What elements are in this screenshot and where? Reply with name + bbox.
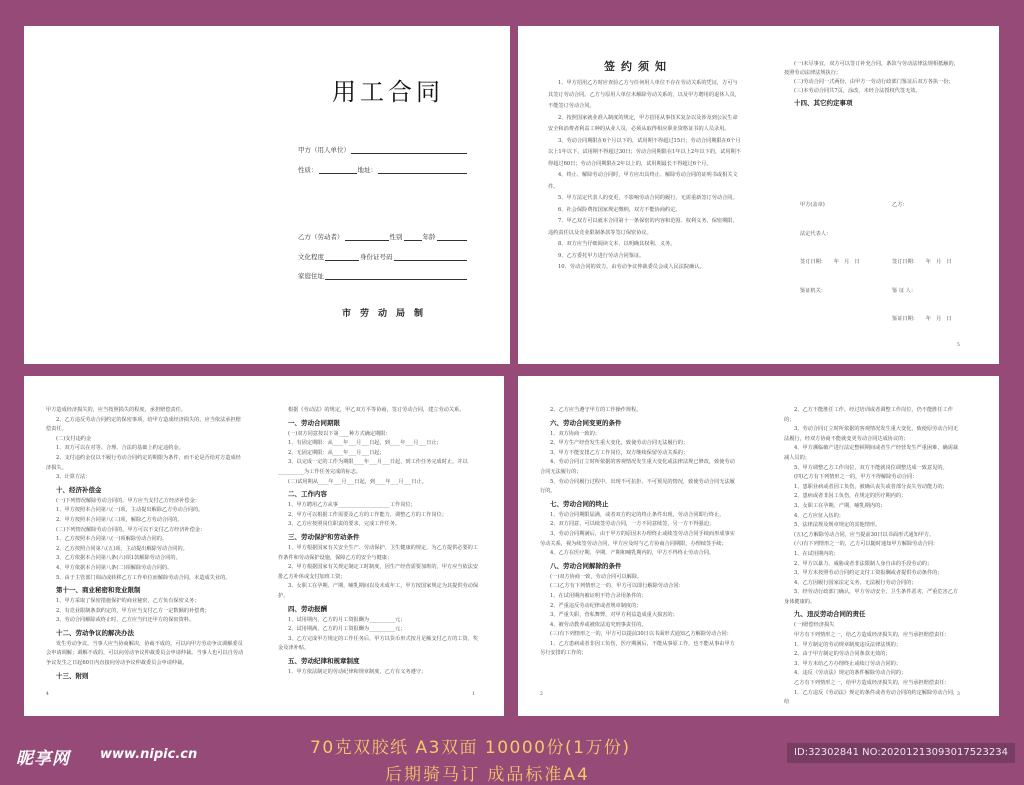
gender-label: 性别 [389, 233, 403, 241]
contract-page-3 [758, 376, 999, 716]
page-body [540, 406, 740, 659]
body-line: 3、乙方应按照岗位职责的要求，完成工作任务。 [288, 521, 401, 528]
body-line: 1、双方协商一致的； [550, 430, 600, 437]
body-line: 1、甲方按照本合同第八(一)项，主动提出解除乙方劳动合同的。 [56, 507, 204, 514]
body-line: 5、甲方调整乙方工作岗位，双方不能就岗位调整达成一致意见的。 [794, 464, 948, 471]
body-line: 5、由于主管部门调动或转移乙方工作单位而解除劳动合同，未造成失业的。 [56, 574, 231, 581]
body-line: 2、甲方生产经营发生重大变化，致使劳动合同无法履行的； [550, 440, 689, 447]
body-line: (二)支付违约金 [56, 435, 92, 442]
gender-blank [404, 233, 422, 241]
clause: (一)未尽事宜，双方可以签订补充合同，条款与劳动法律法规相抵触的，按照劳动法律法规执行； [784, 61, 959, 76]
notice-paragraph: 1、甲方招用乙方时应查验乙方与任何用人单位不存在劳动关系的凭证，方可与其签订劳动合同。乙方与原用人单位未解除劳动关系的，以及甲方聘用的退休人员，不能签订劳动合同。 [548, 80, 740, 109]
body-line: 2、甲方可以根据工作需要及乙方的工作能力，调整乙方的工作岗位； [288, 511, 447, 518]
party-a-seal-label: 甲方(盖章) [800, 202, 825, 208]
clause: (三)本劳动合同共7页，涂改、未经合法授权代签无效。 [794, 88, 921, 94]
body-line: 1、乙方按照本合同第八(一)项解除劳动合同的。 [56, 536, 168, 543]
body-line: 1、在试用期内被证明不符合录用条件的； [550, 592, 647, 599]
address-blank [378, 166, 467, 174]
body-line: 2、乙方违反劳动合同约定的保密事项，给甲方造成经济损失的，应当依法承担赔偿责任。 [46, 416, 241, 433]
section-heading: 九、违反劳动合同的责任 [794, 610, 866, 619]
contract-page-2 [518, 376, 758, 716]
body-line: 3、乙方完成甲方规定的工作任务后，甲方以货币形式按月足额支付乙方的工资、奖金及津补贴。 [278, 635, 479, 652]
body-line: 1、双方可以在对等、合理、合法的基础上约定违约金。 [56, 445, 184, 452]
section-heading: 五、劳动纪律和规章制度 [288, 656, 360, 665]
education-label: 文化程度 [298, 253, 324, 261]
page-number: 1 [472, 692, 475, 697]
print-spec-line-1: 70克双胶纸 A3双面 10000份(1万份) [310, 738, 631, 758]
notice-paragraph: 4、终止、解除劳动合同时，甲方应出具终止、解除劳动合同的证明书或相关文件。 [548, 172, 738, 190]
body-line: 5、劳动合同履行过程中，出现不可抗拒、不可预见的情况，致使劳动合同无法履行的。 [540, 478, 735, 495]
body-line: 4、乙方因履行国家法定义务，无法履行劳动合同的； [794, 579, 917, 586]
home-address-blank [325, 272, 467, 280]
body-line: 2、由于甲方制定的劳动合同条款无效的； [794, 651, 891, 658]
section-heading: 第十一、商业秘密和竞业限制 [56, 586, 141, 595]
nature-blank [319, 166, 357, 174]
address-label: 地址： [357, 166, 377, 174]
body-line: 2、乙方按照合同第八(五)项，主动提出解除劳动合同的。 [56, 545, 188, 552]
legal-rep-label: 法定代表人： [800, 231, 832, 237]
body-line: (一)赔偿经济损失 [794, 622, 835, 629]
site-url[interactable]: www.nipic.cn [100, 747, 198, 762]
body-line: (一)双方协商一致，劳动合同可以解除。 [550, 573, 643, 580]
body-line: (五)乙方解除劳动合同，应当提前30日以书面形式通知甲方。 [794, 531, 935, 538]
home-address-label: 家庭住址 [298, 272, 324, 280]
body-line: 1、患职业病或者因工负伤，被确认丧失或者部分丧失劳动能力的； [794, 483, 948, 490]
section-heading: 十三、附则 [56, 671, 89, 680]
body-line: 2、甲方以暴力、威胁或者非法限制人身自由的手段劳动的； [794, 560, 933, 567]
body-line: 2、有竞业限制条款约定的，甲方应当支付乙方一定数额的补偿费； [56, 607, 210, 614]
body-line: (一)下列情况解除劳动合同的，甲方应当支付乙方经济补偿金： [56, 497, 201, 504]
signature-block [758, 26, 999, 364]
body-line: 4、劳动合同订立时所依据的客观情况发生重大变化或法律法规已修改，致使劳动合同无法履行的； [540, 459, 735, 475]
body-line: (二)下列情况解除劳动合同的，甲方可以不支付乙方经济补偿金： [56, 526, 206, 533]
body-line: 3、女职工在孕期、产期、哺乳期间以及未成年工，甲方按国家规定为其提供劳动保护。 [278, 583, 479, 599]
party-b-label: 乙方（劳动者） [298, 233, 344, 241]
cover-title: 用工合同 [332, 78, 444, 106]
body-line: 3、劳动合同解除或终止时，乙方应当归还甲方的保密资料。 [56, 617, 195, 624]
body-line: 3、甲方不能安排乙方工作岗位，双方继续保留劳动关系的； [550, 449, 689, 456]
party-a-label: 甲方（用人单位） [298, 146, 350, 154]
id-number-label: 身份证号码 [360, 253, 393, 261]
age-label: 年龄 [422, 233, 436, 241]
page-body [784, 406, 963, 708]
body-line: 4、违反《劳动法》规定的条件解除劳动合同的； [794, 670, 907, 677]
body-line: 2、双方同意，可以续签劳动合同，一方不同意续签，另一方不得强迫； [550, 521, 715, 528]
body-line: 1、在试用期内的； [794, 550, 839, 557]
body-line: (一)双方同意按以下第____种方式确定期限： [288, 430, 391, 437]
section-heading: 六、劳动合同变更的条件 [550, 418, 622, 427]
section-heading: 三、劳动保护和劳动条件 [288, 532, 360, 541]
body-line: 甲方造成经济损失的，应当按照损失的程度，承担赔偿责任。 [46, 407, 187, 413]
body-line: 5、法律法规及规章规定的其他情形。 [794, 522, 881, 529]
cert-org-label: 鉴证机关： [800, 288, 826, 294]
body-line: 3、甲方未给乙方办理终止或续订劳动合同的； [794, 660, 902, 667]
section-heading: 一、劳动合同期限 [288, 418, 340, 427]
notice-paragraph: 7、甲乙双方可以就本合同第十一条保密的内容和范围、权利义务、保密期限、违约责任以及竞业限制条款等签订保密协议。 [548, 218, 738, 236]
cert-person-label: 鉴 证 人： [892, 288, 917, 294]
body-line: 3、乙方依据本合同第八条(六)项1款解除劳动合同的。 [56, 555, 181, 562]
body-line: 1、试用期内，乙方的月工资报酬为__________元； [288, 616, 406, 623]
body-line: 3、劳动合同期满后，由于甲方的原因未办理终止或续签劳动合同手续而形成事实劳动关系，视为续签劳动合同，甲方应及时与乙方协商合同期限，办理续签手续； [540, 530, 735, 547]
notice-paragraph: 6、社会保险费按国家规定缴纳，双方不能协商约定。 [558, 206, 681, 213]
body-line: 1、甲方依法制定的劳动纪律和规章制度，乙方有义务遵守； [288, 668, 427, 675]
body-line: (六)有下列情形之一的，乙方可以随时通知甲方解除劳动合同： [794, 541, 939, 548]
body-line: (四)乙方有下列情形之一的，甲方不得解除劳动合同： [794, 474, 918, 481]
page-body [278, 406, 482, 677]
body-line: 1、有固定期限：从____年___月___日起，到____年___月___日止； [288, 440, 442, 447]
body-line: 5、经劳动行政部门确认，甲方劳动安全、卫生条件恶劣，严重危害乙方身体健康的。 [784, 589, 959, 605]
education-id-field [298, 252, 468, 261]
body-line: 根据《劳动法》的规定，甲乙双方平等协商，签订劳动合同，建立劳动关系。 [288, 407, 465, 413]
body-line: 3、以完成一定的工作为期限____年___月___日起，到工作任务完成时止，并以__________为工作任务完成的标志。 [278, 459, 468, 475]
party-b-field [298, 232, 468, 241]
page-number: 2 [540, 692, 543, 697]
contract-page-1 [264, 376, 504, 716]
party-a-field [298, 145, 468, 154]
body-line: 1、劳动合同期限届满，或者双方约定的终止条件出现，劳动合同即行终止。 [550, 511, 725, 518]
body-line: 3、计算方法： [56, 474, 91, 481]
body-line: 4、乙方在医疗期、孕期、产期和哺乳期内的，甲方不得终止劳动合同。 [550, 550, 715, 557]
section-heading: 十、经济补偿金 [56, 485, 102, 494]
education-blank [325, 253, 359, 261]
body-line: 2、乙方应当遵守甲方的工作操作规程。 [550, 407, 642, 413]
body-line: 4、被劳动教养或被依法追究刑事责任的。 [550, 621, 647, 628]
nature-address-field [298, 165, 468, 174]
age-blank [437, 233, 468, 241]
body-line: 1、乙方患病或者非因工负伤，医疗期满后，不能从事原工作，也不能从事由甲方另行安排的工作的； [540, 640, 735, 657]
section-heading: 四、劳动报酬 [288, 604, 327, 613]
notice-paragraph: 10、劳动合同的效力，由劳动争议仲裁委员会或人民法院确认。 [558, 264, 705, 270]
body-line: 3、甲方未按照劳动合同约定支付工资报酬或者提供劳动条件的； [794, 570, 943, 577]
id-number-blank [394, 253, 468, 261]
notice-paragraph: 2、按照国家就业准入制度的规定，甲方招用从事技术复杂以及涉及到公民生命安全和消费者利益工种的从业人员，必须从取得相应职业资格证书的人员录用。 [548, 114, 738, 132]
body-line: 1、乙方违反《劳动法》规定的条件或者劳动合同的约定解除劳动合同，给 [784, 689, 959, 706]
body-line: 2、无固定期限：从____年___月___日起； [288, 449, 385, 456]
body-line: 4、甲方濒临破产进行法定整顿期间或者生产经营发生严重困难，确需裁减人员的； [784, 445, 959, 461]
body-line: 2、乙方不能胜任工作，经过培训或者调整工作岗位，仍不能胜任工作的； [784, 407, 953, 423]
body-line: 3、劳动合同订立时所依据的客观情况发生重大变化，致使原劳动合同无法履行，经双方协商不能就变更劳动合同达成协议的； [784, 426, 959, 442]
signing-notice-page [518, 26, 758, 364]
issuer-footer: 市劳动局制 [342, 309, 433, 319]
body-line: 乙方有下列情形之一，给甲方造成经济损失的，应当承担赔偿责任： [794, 680, 950, 687]
notice-paragraph: 3、劳动合同期限在6个月以下的，试用期不得超过15日；劳动合同期限在6个月以上1年以下，试用期不得超过30日；劳动合同期限在1年以上2年以下的，试用期不得超过60日；劳动合同期限在2年以上的，试用期最长不得超过6个月。 [548, 137, 741, 167]
body-line: 4、乙方应征入伍的； [794, 512, 844, 519]
body-line: 2、甲方按照本合同第八(三)项，解除乙方劳动合同的。 [56, 516, 183, 523]
sign-date-a: 签订日期： 年 月 日 [800, 259, 860, 265]
body-line: 4、甲方依据本合同第八条(二)项解除劳动合同的。 [56, 564, 173, 571]
body-line: 3、女职工在孕期、产期、哺乳期内的； [794, 502, 886, 509]
notice-paragraph: 9、乙方委托甲方进行劳动合同鉴证。 [558, 252, 645, 259]
cert-date: 鉴证日期： 年 月 日 [892, 316, 952, 322]
body-line: (二)试用期从____年___月___日起，到____年___月___日止。 [288, 478, 427, 485]
party-b-blank [345, 233, 389, 241]
section-heading: 二、工作内容 [288, 490, 327, 499]
notice-title: 签约须知 [604, 60, 672, 73]
sign-date-b: 签订日期： 年 月 日 [892, 259, 952, 265]
page-number: 5 [957, 343, 960, 348]
body-line: 1、甲方聘用乙方从事____________________工作岗位； [288, 502, 416, 509]
clause: (二)劳动合同一式两份，由甲方一劳动行政部门鉴证后双方各执一份； [794, 79, 954, 85]
body-line: (三)有下列情形之一的，甲方可以提前30日以书面形式通知乙方解除劳动合同： [550, 631, 732, 638]
notice-body [548, 78, 742, 274]
page-number: 4 [46, 692, 49, 697]
body-line: 1、甲方采取了保密措施保护的商业秘密，乙方负有保密义务； [56, 598, 200, 605]
body-line: 2、患病或者非因工负伤，在规定的医疗期内的； [794, 493, 907, 500]
body-line: 2、甲方根据国家有关规定制定工时制度，因生产经营需要加班的，甲方应当依法安排乙方补休或支付加班工资； [278, 564, 479, 580]
party-a-blank [351, 146, 467, 154]
body-line: 1、甲方根据国家有关安全生产、劳动保护、卫生健康的规定，为乙方提供必要的工作条件和劳动保护设施，保障乙方的安全与健康； [278, 544, 479, 561]
print-spec-line-2: 后期骑马订 成品标准A4 [385, 765, 590, 785]
site-logo: 昵享网 [16, 749, 70, 769]
body-line: (二)乙方有下列情形之一的，甲方可以即行解除劳动合同： [550, 583, 684, 590]
body-line: 2、支付违约金仅以不履行劳动合同约定的期限为条件，而不论是否给对方造成经济损失。 [46, 454, 241, 471]
body-line: 发生劳动争议，当事人应当协商解决，协商不成的，可以向甲方劳动争议调解委员会申请调解；调解不成的，可以向劳动争议仲裁委员会申请仲裁。当事人也可以自劳动争议发生之日起60日内直接向劳动争议仲裁委员会申请仲裁。 [46, 640, 244, 667]
notice-paragraph: 8、双方应当仔细阅读文本，以明确其权利、义务。 [558, 241, 676, 247]
body-line: 2、严重违反劳动纪律或者规章制度的； [550, 602, 642, 609]
body-line: 2、试用期满，乙方的月工资报酬为__________元； [288, 626, 406, 633]
body-line: 3、严重失职，营私舞弊，对甲方利益造成重大损害的； [550, 612, 678, 619]
section-heading: 十四、其它约定事项 [794, 99, 853, 107]
page-number: 3 [957, 692, 960, 697]
section-heading: 七、劳动合同的终止 [550, 499, 609, 508]
image-id-badge: ID:32302841 NO:20201213093017523234 [787, 743, 1015, 763]
section-heading: 八、劳动合同解除的条件 [550, 561, 622, 570]
contract-page-4 [24, 376, 264, 716]
notice-paragraph: 5、甲方法定代表人的变更，不影响劳动合同的履行，无需重新签订劳动合同。 [558, 195, 738, 201]
signature-page [758, 26, 999, 364]
body-line: 1、甲方制定的劳动规章制度违反法律法规的； [794, 641, 902, 648]
page-body [46, 406, 246, 683]
body-line: 甲方有下列情形之一，给乙方造成经济损失的，应当承担赔偿责任： [794, 632, 950, 639]
home-address-field [298, 271, 468, 280]
section-heading: 十二、劳动争议的解决办法 [56, 628, 134, 637]
party-b-label: 乙方： [892, 202, 908, 208]
nature-label: 性质： [298, 166, 318, 174]
cover-page [24, 26, 510, 364]
